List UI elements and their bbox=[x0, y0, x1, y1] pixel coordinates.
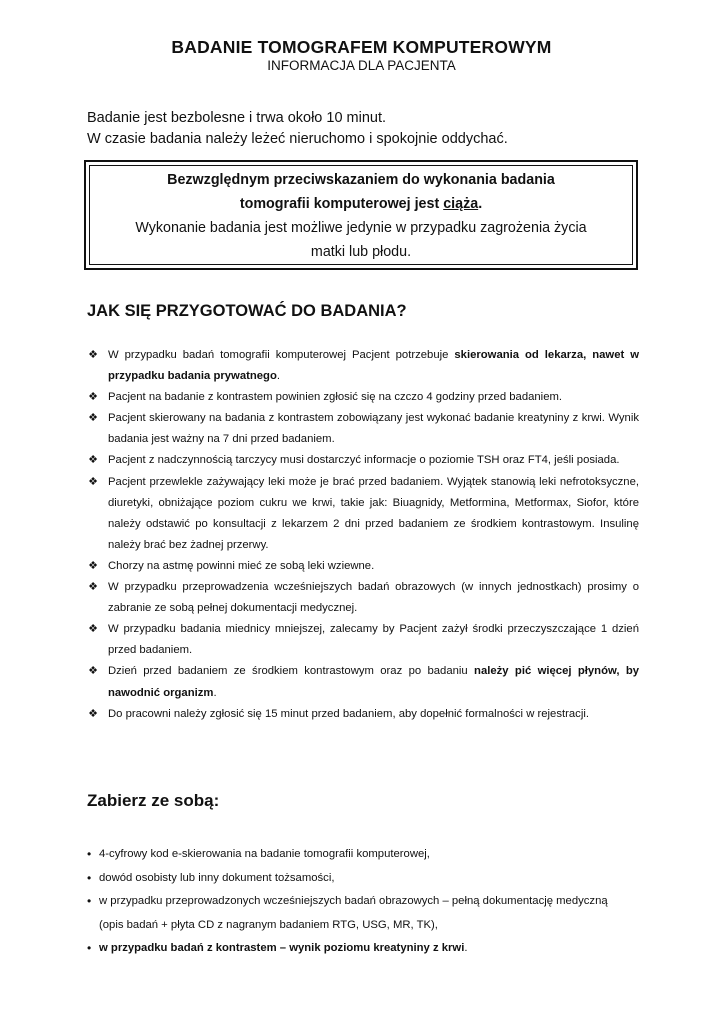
contraindication-box bbox=[84, 160, 638, 270]
contraindication-text: tomografii komputerowej jest bbox=[239, 196, 444, 212]
list-item bbox=[87, 619, 639, 661]
contraindication-line: Bezwzględnym przeciwskazaniem do wykonania badania bbox=[167, 172, 555, 188]
list-item-text: w przypadku przeprowadzonych wcześniejszych badań obrazowych – pełną dokumentację medyczną (opis badań + płyta CD z nagranym badaniem RTG, USG, MR, TK), bbox=[99, 895, 608, 931]
list-item bbox=[87, 556, 639, 577]
list-item-emphasis: skierowania od lekarza, nawet w przypadku badania prywatnego bbox=[108, 349, 639, 383]
bullet-icon: ❖ bbox=[88, 559, 98, 572]
bullet-icon: • bbox=[87, 870, 92, 885]
list-item-text: Pacjent skierowany na badania z kontrastem zobowiązany jest wykonać badanie kreatyniny z krwi. Wynik badania jest ważny na 7 dni przed badaniem. bbox=[108, 412, 639, 446]
list-item-text: Chorzy na astmę powinni mieć ze sobą leki wziewne. bbox=[108, 559, 375, 572]
bullet-icon: ❖ bbox=[88, 349, 98, 361]
list-item-punct: . bbox=[213, 686, 217, 699]
intro-text bbox=[87, 108, 647, 150]
list-item bbox=[87, 890, 627, 937]
bullet-icon: ❖ bbox=[88, 412, 98, 425]
list-item-text: Pacjent na badanie z kontrastem powinien zgłosić się na czczo 4 godziny przed badaniem. bbox=[108, 391, 563, 404]
list-item bbox=[87, 472, 639, 556]
contraindication-line bbox=[90, 192, 632, 216]
bullet-icon: ❖ bbox=[88, 623, 98, 636]
list-item-text: W przypadku przeprowadzenia wcześniejszych badań obrazowych (w innych jednostkach) prosimy o zabranie ze sobą pełnej dokumentacji medycznej. bbox=[108, 581, 639, 615]
list-item-text: Do pracowni należy zgłosić się 15 minut przed badaniem, aby dopełnić formalności w rejestracji. bbox=[108, 707, 589, 720]
list-item bbox=[87, 937, 627, 961]
document-title: BADANIE TOMOGRAFEM KOMPUTEROWYM bbox=[171, 37, 552, 57]
bullet-icon: ❖ bbox=[88, 665, 98, 678]
document-subtitle: INFORMACJA DLA PACJENTA bbox=[267, 58, 456, 73]
bullet-icon: ❖ bbox=[88, 707, 98, 720]
list-item bbox=[87, 661, 639, 703]
list-item-text: dowód osobisty lub inny dokument tożsamości, bbox=[99, 871, 335, 884]
bullet-icon: ❖ bbox=[88, 391, 98, 404]
contraindication-box-inner bbox=[89, 165, 633, 265]
list-item bbox=[87, 577, 639, 619]
contraindication-punct: . bbox=[478, 196, 483, 212]
list-item-punct: . bbox=[464, 942, 468, 954]
list-item-emphasis: w przypadku badań z kontrastem – wynik poziomu kreatyniny z krwi bbox=[99, 942, 465, 954]
bring-list bbox=[87, 843, 627, 961]
list-item-text: W przypadku badania miednicy mniejszej, zalecamy by Pacjent zażył środki przeczyszczające 1 dzień przed badaniem. bbox=[108, 623, 639, 657]
bullet-icon: ❖ bbox=[88, 581, 98, 594]
prep-list bbox=[87, 345, 639, 725]
list-item bbox=[87, 408, 639, 450]
list-item bbox=[87, 345, 639, 387]
list-item-emphasis: należy pić więcej płynów, by nawodnić organizm bbox=[108, 665, 640, 699]
list-item-text: Dzień przed badaniem ze środkiem kontrastowym oraz po badaniu bbox=[108, 665, 475, 678]
list-item bbox=[87, 387, 639, 408]
bullet-icon: ❖ bbox=[88, 475, 98, 488]
intro-line: Badanie jest bezbolesne i trwa około 10 minut. bbox=[87, 110, 387, 126]
prep-heading: JAK SIĘ PRZYGOTOWAĆ DO BADANIA? bbox=[87, 302, 407, 320]
list-item bbox=[87, 450, 639, 471]
bullet-icon: • bbox=[87, 847, 92, 861]
list-item bbox=[87, 843, 627, 867]
intro-line: W czasie badania należy leżeć nieruchomo i spokojnie oddychać. bbox=[87, 131, 508, 147]
list-item bbox=[87, 867, 627, 891]
list-item-text: 4-cyfrowy kod e-skierowania na badanie tomografii komputerowej, bbox=[99, 848, 430, 860]
bullet-icon: ❖ bbox=[88, 454, 98, 467]
bullet-icon: • bbox=[87, 941, 92, 955]
bring-heading: Zabierz ze sobą: bbox=[87, 791, 220, 810]
contraindication-line: matki lub płodu. bbox=[310, 244, 412, 260]
contraindication-line: Wykonanie badania jest możliwe jedynie w przypadku zagrożenia życia bbox=[135, 220, 587, 236]
bullet-icon: • bbox=[87, 894, 92, 908]
list-item-punct: . bbox=[276, 370, 280, 383]
list-item-text: Pacjent przewlekle zażywający leki może je brać przed badaniem. Wyjątek stanowią leki nefrotoksyczne, diuretyki, obniżające poziom cukru we krwi, takie jak: Biuagnidy, Metformina, Metformax, Siofor, które należy odstawić po konsultacji z lekarzem 2 dni przed badaniem ze środkiem kontrastowym. Insulinę należy brać bez żadnej przerwy. bbox=[108, 475, 639, 551]
list-item-text: W przypadku badań tomografii komputerowej Pacjent potrzebuje bbox=[108, 349, 455, 361]
list-item bbox=[87, 704, 639, 725]
list-item-text: Pacjent z nadczynnością tarczycy musi dostarczyć informacje o poziomie TSH oraz FT4, jeśli posiada. bbox=[108, 454, 620, 467]
contraindication-underlined: ciąża bbox=[443, 196, 479, 212]
